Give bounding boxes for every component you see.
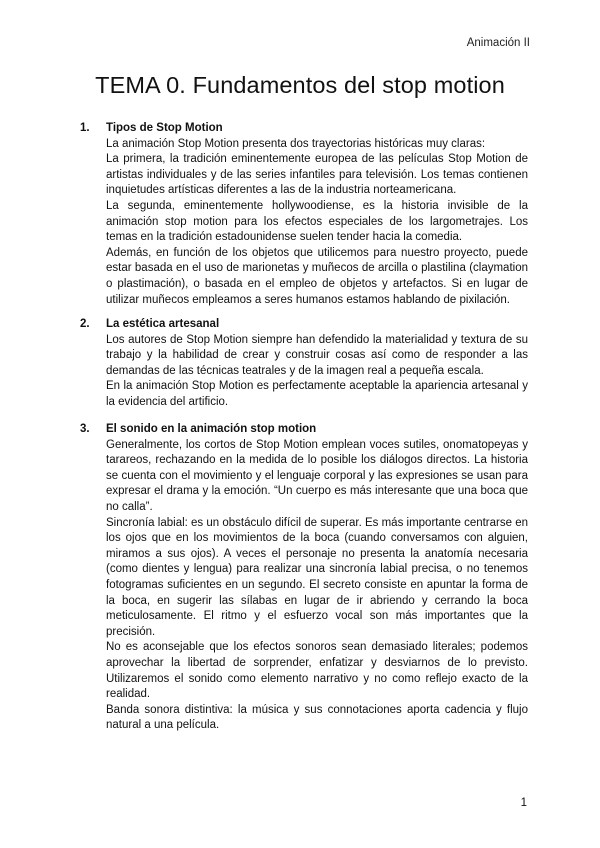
paragraph: La primera, la tradición eminentemente europea de las películas Stop Motion de artistas individuales y de las series infantiles para televisión. Los temas contienen inquietudes artísticas diferentes a las de la industria norteamericana. bbox=[106, 153, 528, 197]
paragraph: Además, en función de los objetos que utilicemos para nuestro proyecto, puede estar basada en el uso de marionetas y muñecos de arcilla o plastilina (claymation o plastimación), o basada en el empleo de objetos y artefactos. Si en lugar de utilizar muñecos empleamos a seres humanos estamos hablando de pixilación. bbox=[106, 246, 528, 306]
paragraph: La animación Stop Motion presenta dos trayectorias históricas muy claras: bbox=[106, 137, 486, 150]
paragraph: No es aconsejable que los efectos sonoros sean demasiado literales; podemos aprovechar la libertad de sorprender, enfatizar y desviarnos de lo previsto. Utilizaremos el sonido como elemento narrativo y no como reflejo exacto de la realidad. bbox=[106, 641, 528, 701]
section-number: 3. bbox=[80, 423, 90, 435]
section-number: 2. bbox=[80, 318, 90, 330]
paragraph: La segunda, eminentemente hollywoodiense, es la historia invisible de la animación stop motion para los efectos especiales de los largometrajes. Los temas en la tradición estadounidense suelen tender hacia la comedia. bbox=[106, 199, 528, 244]
page-title: TEMA 0. Fundamentos del stop motion bbox=[95, 72, 505, 98]
paragraph: En la animación Stop Motion es perfectamente aceptable la apariencia artesanal y la evidencia del artificio. bbox=[106, 380, 528, 408]
paragraph: Banda sonora distintiva: la música y sus connotaciones aporta cadencia y flujo natural a una película. bbox=[106, 703, 528, 732]
paragraph: Los autores de Stop Motion siempre han defendido la materialidad y textura de su trabajo y la habilidad de crear y construir cosas así como de responder a las demandas de las técnicas teatrales y de la imagen real a pequeña escala. bbox=[106, 333, 528, 377]
section-heading: El sonido en la animación stop motion bbox=[106, 423, 317, 435]
section-tipos bbox=[80, 121, 528, 308]
section-heading: La estética artesanal bbox=[106, 318, 220, 330]
section-estetica bbox=[80, 317, 528, 411]
section-number: 1. bbox=[80, 122, 90, 134]
section-sonido bbox=[80, 422, 528, 734]
paragraph: Generalmente, los cortos de Stop Motion emplean voces sutiles, onomatopeyas y tarareos, rechazando en la medida de lo posible los diálogos directos. La historia se cuenta con el movimiento y el lenguaje corporal y las expresiones se usan para expresar el drama y la emoción. “Un cuerpo es más interesante que una boca que no calla”. bbox=[106, 438, 528, 513]
page-number: 1 bbox=[520, 797, 527, 809]
paragraph: Sincronía labial: es un obstáculo difícil de superar. Es más importante centrarse en los ojos que en los movimientos de la boca (cuando conversamos con alguien, miramos a sus ojos). A veces el personaje no presenta la anatomía necesaria (como dientes y lengua) para realizar una sincronía labial precisa, o no tenemos fotogramas suficientes en un segundo. El secreto consiste en apuntar la forma de la boca, en sugerir las sílabas en lugar de ir abriendo y cerrando la boca meticulosamente. El ritmo y el esfuerzo vocal son más importantes que la precisión. bbox=[106, 516, 528, 638]
section-heading: Tipos de Stop Motion bbox=[106, 122, 223, 134]
running-header: Animación II bbox=[466, 37, 530, 49]
